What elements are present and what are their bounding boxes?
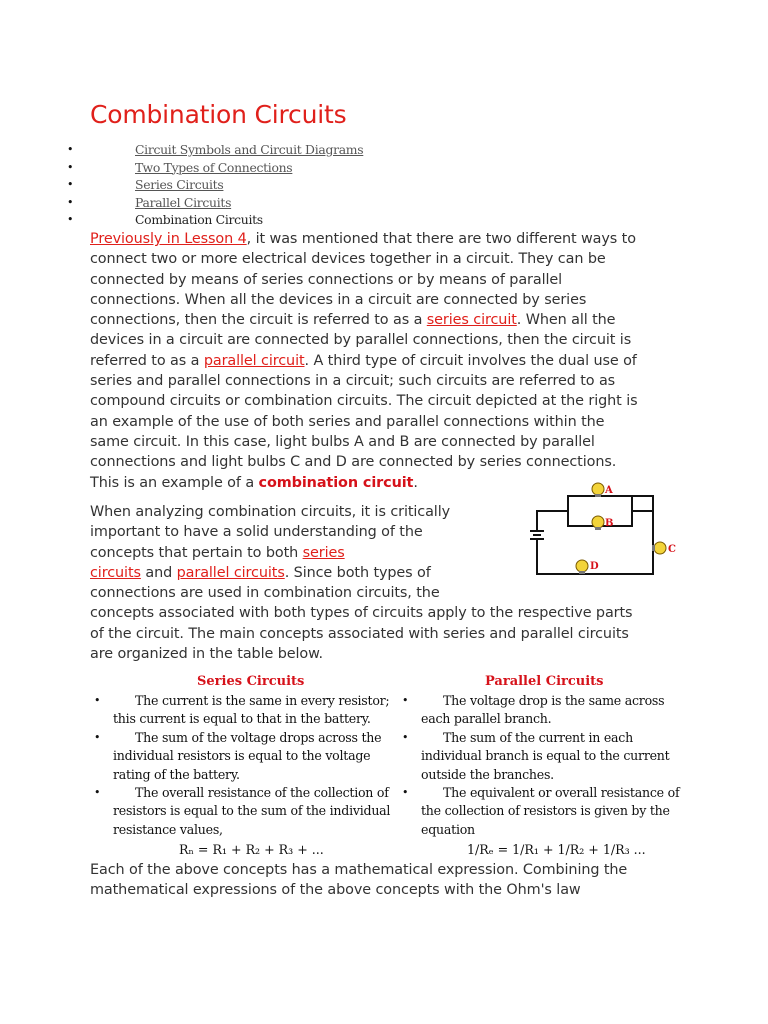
list-item: [94, 729, 390, 784]
text-line: resistors is equal to the sum of the individual: [113, 803, 391, 819]
topic-link-circuit-symbols[interactable]: Circuit Symbols and Circuit Diagrams: [135, 142, 364, 157]
text-line: important to have a solid understanding of the: [90, 524, 423, 541]
lesson4-link[interactable]: Previously in Lesson 4: [90, 231, 247, 247]
series-column-heading: Series Circuits: [197, 674, 305, 689]
text-line: connections and light bulbs C and D are connected by series connections.: [90, 454, 617, 471]
text-line: The sum of the current in each: [443, 729, 633, 745]
intro-paragraph: [90, 229, 638, 493]
text: . Since both types of: [284, 564, 431, 581]
topic-link-two-types[interactable]: Two Types of Connections: [135, 159, 293, 175]
topic-link-parallel-circuits[interactable]: Parallel Circuits: [135, 194, 232, 210]
bullet: •: [94, 730, 101, 744]
text: . When all the: [516, 312, 616, 329]
closing-paragraph: [90, 860, 627, 901]
parallel-circuit-link[interactable]: parallel circuit: [203, 352, 305, 369]
bulb-label-d: D: [590, 561, 599, 572]
bullet: •: [94, 786, 101, 800]
bullet: •: [67, 213, 74, 226]
text-line: connections. When all the devices in a circuit are connected by series: [90, 291, 587, 308]
text-line: individual branch is equal to the current: [421, 748, 670, 764]
text-line: Each of the above concepts has a mathematical expression. Combining the: [90, 862, 628, 878]
bullet: •: [402, 694, 409, 707]
list-item: [94, 784, 391, 839]
bulb-d-icon: [576, 560, 588, 574]
bulb-a-icon: [592, 483, 604, 497]
text-line: an example of the use of both series and parallel connections within the: [90, 413, 605, 430]
text-line: devices in a circuit are connected by parallel connections, then the circuit is: [90, 332, 632, 349]
series-circuit-link[interactable]: series circuit: [426, 312, 517, 329]
battery-icon: [530, 531, 544, 539]
text-line: The equivalent or overall resistance of: [443, 785, 680, 801]
text-line: each parallel branch.: [421, 711, 552, 727]
text: , it was mentioned that there are two different ways to: [246, 231, 636, 247]
bullet: •: [402, 730, 409, 744]
text-line: same circuit. In this case, light bulbs A and B are connected by parallel: [90, 433, 595, 450]
list-item: [94, 692, 390, 729]
bulb-b-icon: [592, 516, 604, 530]
bulb-label-b: B: [605, 518, 614, 529]
text-line: The sum of the voltage drops across the: [135, 729, 382, 745]
text-line: resistance values,: [113, 821, 223, 837]
list-item: [402, 729, 679, 784]
text-line: equation: [421, 821, 475, 837]
text-line: mathematical expressions of the above concepts with the Ohm's law: [90, 882, 581, 899]
text: referred to as a: [90, 352, 204, 369]
text: This is an example of a: [90, 474, 259, 491]
list-item: [402, 692, 679, 729]
text-line: connect two or more electrical devices together in a circuit. They can be: [90, 251, 606, 268]
bullet: •: [67, 160, 74, 174]
bullet: •: [94, 694, 101, 707]
parallel-column-heading: Parallel Circuits: [485, 674, 604, 689]
text-line: compound circuits or combination circuits. The circuit depicted at the right is: [90, 393, 638, 410]
bulb-label-a: A: [605, 485, 613, 496]
circuits-link[interactable]: circuits: [90, 564, 141, 581]
combination-circuit-diagram: [520, 478, 690, 583]
list-item: [402, 784, 680, 839]
text-line: When analyzing combination circuits, it is critically: [90, 504, 451, 520]
page-title: Combination Circuits: [90, 100, 347, 129]
series-concepts: [94, 692, 391, 839]
text-line: series and parallel connections in a circuit; such circuits are referred to as: [90, 373, 616, 390]
text-line: The overall resistance of the collection of: [135, 785, 389, 801]
text-line: The voltage drop is the same across: [443, 693, 665, 708]
series-resistance-formula: Rₙ = R₁ + R₂ + R₃ + ...: [179, 842, 324, 857]
text: concepts that pertain to both: [90, 544, 303, 561]
text-line: connected by means of series connections or by means of parallel: [90, 271, 563, 288]
parallel-circuits-link[interactable]: parallel circuits: [176, 564, 285, 581]
text: . A third type of circuit involves the dual use of: [304, 352, 637, 369]
text-line: concepts associated with both types of circuits apply to the respective parts: [90, 605, 633, 622]
text: and: [140, 564, 177, 581]
text-line: are organized in the table below.: [90, 646, 323, 663]
text-line: the collection of resistors is given by the: [421, 803, 670, 819]
text-line: connections are used in combination circuits, the: [90, 585, 440, 602]
topic-link-series-circuits[interactable]: Series Circuits: [135, 177, 224, 192]
topic-current-combination: Combination Circuits: [135, 212, 263, 227]
bullet: •: [67, 178, 74, 191]
text-line: rating of the battery.: [113, 766, 240, 782]
text-line: this current is equal to that in the battery.: [113, 711, 371, 727]
bulb-c-icon: [652, 542, 666, 554]
bulb-label-c: C: [668, 544, 676, 555]
parallel-concepts: [402, 692, 680, 839]
text-line: individual resistors is equal to the voltage: [113, 748, 371, 764]
bullet: •: [67, 195, 74, 209]
text: connections, then the circuit is referred to as a: [90, 312, 427, 329]
series-link[interactable]: series: [302, 544, 345, 561]
text: .: [413, 474, 418, 491]
text-line: outside the branches.: [421, 766, 554, 782]
parallel-resistance-formula: 1/Rₑ = 1/R₁ + 1/R₂ + 1/R₃ ...: [467, 842, 646, 857]
bullet: •: [402, 786, 409, 800]
text-line: The current is the same in every resistor;: [135, 693, 390, 708]
text-line: of the circuit. The main concepts associated with series and parallel circuits: [90, 625, 629, 642]
combination-circuit-term: combination circuit: [258, 474, 414, 491]
bullet: •: [67, 143, 74, 156]
